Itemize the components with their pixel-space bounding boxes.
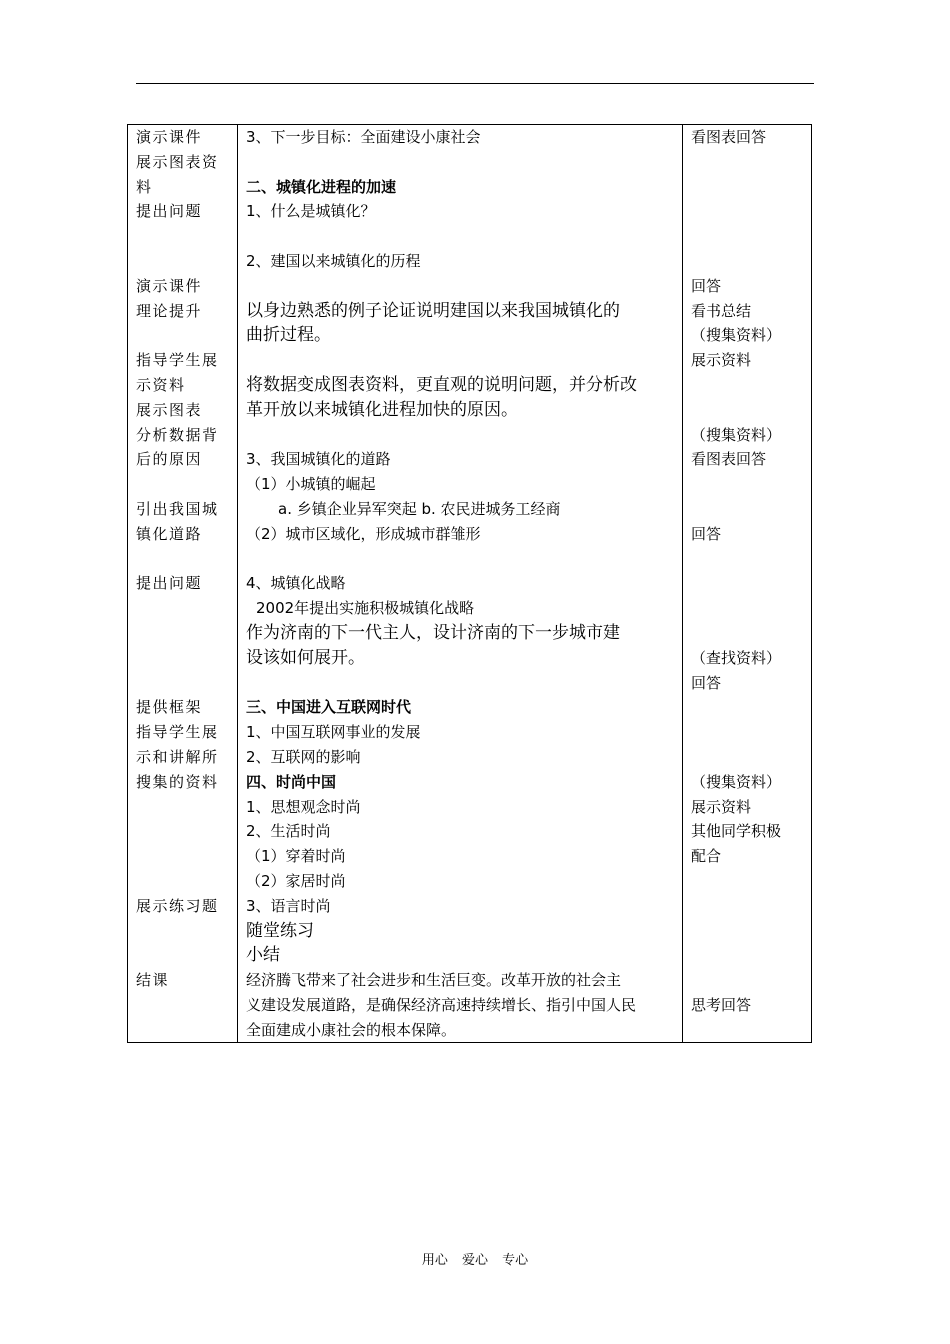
content-line: 小结 (246, 945, 280, 966)
student-activity-line (691, 869, 803, 894)
student-activity-line: 展示资料 (691, 351, 752, 370)
teacher-activity-line: 提出问题 (136, 574, 203, 593)
student-activity-line (691, 943, 803, 968)
teacher-activity-line: 示和讲解所 (136, 747, 219, 766)
student-activity-line (691, 224, 803, 249)
teaching-content-column (238, 125, 683, 1043)
teacher-activity-line: 分析数据背 (136, 425, 219, 444)
student-activity-line: 看图表回答 (691, 128, 767, 146)
content-line (246, 547, 674, 572)
header-rule (136, 83, 814, 84)
teacher-activity-line: 提出问题 (136, 202, 203, 221)
student-activity-line: 回答 (691, 673, 722, 692)
lesson-plan-table (127, 124, 812, 1043)
content-line (246, 274, 674, 299)
student-activity-line (691, 720, 803, 745)
teacher-activity-line: 镇化道路 (136, 524, 203, 543)
content-line: 作为济南的下一代主人，设计济南的下一步城市建 (246, 622, 620, 643)
teacher-activity-line: 指导学生展 (136, 351, 219, 370)
content-line: （1）穿着时尚 (246, 847, 346, 866)
content-line (246, 224, 674, 249)
teacher-activity-line: 结课 (136, 971, 170, 990)
teacher-activity-line: 理论提升 (136, 301, 203, 320)
teacher-activity-line (136, 547, 229, 572)
teacher-activity-line (136, 1018, 229, 1043)
content-line: 全面建成小康社会的根本保障。 (246, 1020, 457, 1039)
student-activity-line: 看书总结 (691, 301, 752, 320)
content-line: 1、思想观念时尚 (246, 797, 361, 816)
student-activity-line (691, 695, 803, 720)
page-footer: 用心 爱心 专心 (421, 1253, 529, 1268)
teacher-activity-line: 后的原因 (136, 450, 203, 469)
student-activity-line (691, 571, 803, 596)
content-line (246, 348, 674, 373)
teacher-activity-line (136, 671, 229, 696)
teacher-activity-line: 示资料 (136, 375, 186, 394)
content-line (246, 150, 674, 175)
student-activity-line (691, 919, 803, 944)
student-activity-line: 回答 (691, 276, 722, 295)
content-line: 曲折过程。 (246, 325, 331, 346)
teacher-activity-line: 展示图表资 (136, 152, 219, 171)
student-activity-line (691, 398, 803, 423)
content-line: 设该如何展开。 (246, 647, 365, 668)
student-activity-line: 回答 (691, 524, 722, 543)
student-activity-line (691, 150, 803, 175)
teacher-activity-line: 指导学生展 (136, 723, 219, 742)
student-activity-line: 看图表回答 (691, 450, 767, 469)
student-activity-line (691, 249, 803, 274)
teacher-activity-line (136, 993, 229, 1018)
content-line: 1、什么是城镇化？ (246, 202, 376, 221)
student-activity-line (691, 621, 803, 646)
teacher-activity-line (136, 844, 229, 869)
teacher-activity-line (136, 596, 229, 621)
teacher-activity-line (136, 224, 229, 249)
student-activity-line: 思考回答 (691, 995, 752, 1014)
content-line: 4、城镇化战略 (246, 574, 346, 593)
student-activity-line: （搜集资料） (691, 772, 782, 791)
student-activity-line: 展示资料 (691, 797, 752, 816)
content-line: 2002年提出实施积极城镇化战略 (256, 599, 475, 618)
content-line: 3、下一步目标：全面建设小康社会 (246, 128, 481, 146)
teacher-activity-line: 展示图表 (136, 400, 203, 419)
teacher-activity-line (136, 819, 229, 844)
student-activity-line (691, 547, 803, 572)
student-activity-column (683, 125, 812, 1043)
teacher-activity-line: 引出我国城 (136, 499, 219, 518)
teacher-activity-line (136, 943, 229, 968)
content-line: 将数据变成图表资料，更直观的说明问题，并分析改 (246, 374, 637, 395)
student-activity-line: 其他同学积极 (691, 822, 782, 841)
student-activity-line (691, 894, 803, 919)
student-activity-line (691, 497, 803, 522)
student-activity-line: （查找资料） (691, 648, 782, 667)
content-line: 3、语言时尚 (246, 896, 331, 915)
content-line: 以身边熟悉的例子论证说明建国以来我国城镇化的 (246, 300, 620, 321)
teacher-activity-line: 提供框架 (136, 698, 203, 717)
student-activity-line: 配合 (691, 847, 722, 866)
teacher-activity-line (136, 621, 229, 646)
table-row (128, 125, 812, 1043)
student-activity-line (691, 175, 803, 200)
student-activity-line (691, 968, 803, 993)
student-activity-line (691, 472, 803, 497)
student-activity-line: （搜集资料） (691, 326, 782, 345)
content-line: 随堂练习 (246, 920, 314, 941)
content-line (246, 671, 674, 696)
teacher-activity-line (136, 869, 229, 894)
content-line: 1、中国互联网事业的发展 (246, 723, 421, 742)
content-line: 义建设发展道路，是确保经济高速持续增长、指引中国人民 (246, 995, 637, 1014)
content-line: （1）小城镇的崛起 (246, 475, 376, 494)
teacher-activity-line (136, 919, 229, 944)
student-activity-line (691, 1018, 803, 1043)
content-line: 三、中国进入互联网时代 (246, 698, 412, 717)
student-activity-line: （搜集资料） (691, 425, 782, 444)
teacher-activity-line (136, 323, 229, 348)
teacher-activity-line (136, 646, 229, 671)
content-line: （2）城市区域化，形成城市群雏形 (246, 524, 481, 543)
content-line: 二、城镇化进程的加速 (246, 177, 397, 196)
content-line: 3、我国城镇化的道路 (246, 450, 391, 469)
teacher-activity-line: 搜集的资料 (136, 772, 219, 791)
teacher-activity-line: 料 (136, 177, 153, 196)
teacher-activity-line (136, 795, 229, 820)
student-activity-line (691, 199, 803, 224)
teacher-activity-line: 演示课件 (136, 276, 203, 295)
teacher-activity-column (128, 125, 238, 1043)
teacher-activity-line (136, 472, 229, 497)
content-line: 革开放以来城镇化进程加快的原因。 (246, 399, 518, 420)
student-activity-line (691, 596, 803, 621)
content-line: 经济腾飞带来了社会进步和生活巨变。改革开放的社会主 (246, 971, 622, 990)
content-line: （2）家居时尚 (246, 871, 346, 890)
student-activity-line (691, 373, 803, 398)
content-line: 四、时尚中国 (246, 772, 337, 791)
content-line: 2、生活时尚 (246, 822, 331, 841)
teacher-activity-line: 演示课件 (136, 128, 203, 146)
content-line: a. 乡镇企业异军突起 b. 农民进城务工经商 (278, 499, 561, 518)
teacher-activity-line (136, 249, 229, 274)
student-activity-line (691, 745, 803, 770)
content-line: 2、建国以来城镇化的历程 (246, 251, 421, 270)
content-line (246, 423, 674, 448)
content-line: 2、互联网的影响 (246, 747, 361, 766)
teacher-activity-line: 展示练习题 (136, 896, 219, 915)
